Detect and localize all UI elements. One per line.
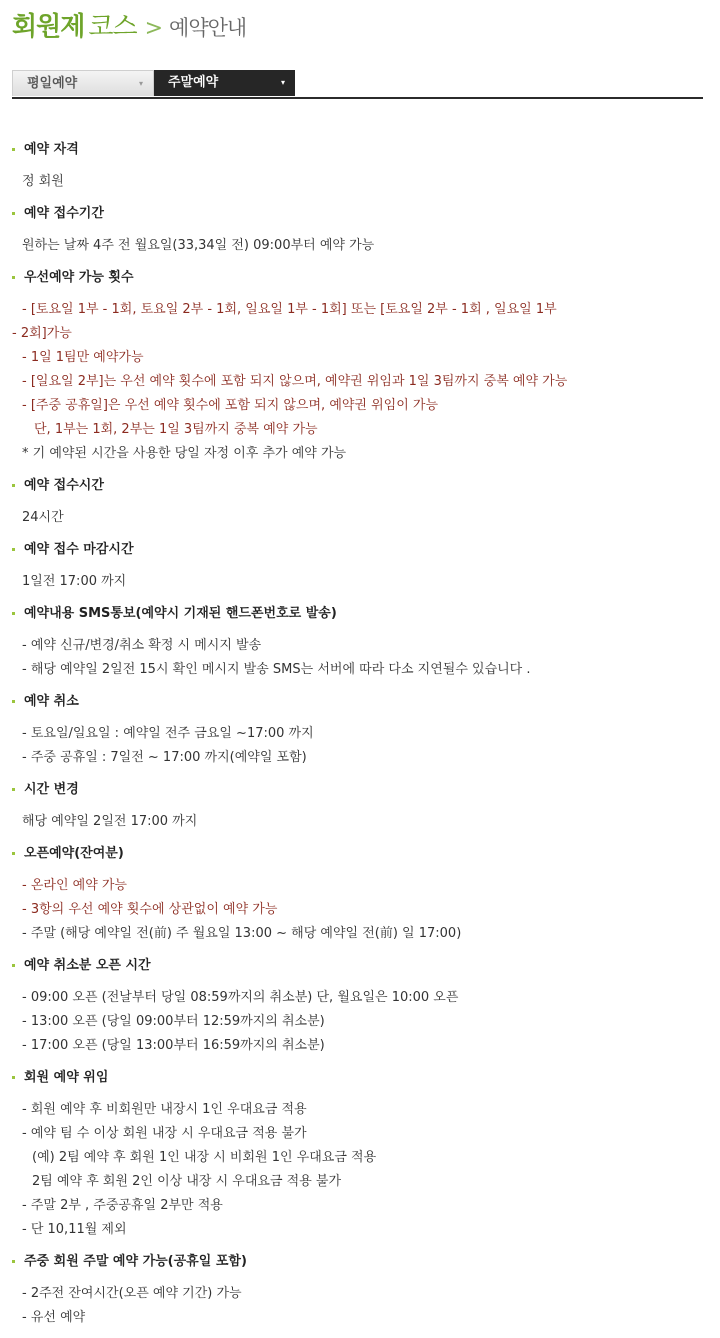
- section-heading-text: 회원 예약 위임: [24, 1070, 109, 1085]
- section-heading: [12, 1250, 708, 1274]
- bullet-icon: [12, 1076, 15, 1079]
- info-line: - 회원 예약 후 비회원만 내장시 1인 우대요금 적용: [22, 1102, 307, 1117]
- info-line: - 주말 (해당 예약일 전(前) 주 월요일 13:00 ~ 해당 예약일 전(前) 일 17:00): [22, 926, 462, 941]
- info-section: [12, 778, 708, 842]
- info-line: - 1일 1팀만 예약가능: [22, 350, 144, 365]
- dropdown-arrow-icon: ▾: [138, 79, 143, 88]
- info-line: - 3항의 우선 예약 횟수에 상관없이 예약 가능: [22, 902, 278, 917]
- info-section: [12, 602, 708, 690]
- reservation-info: [12, 138, 708, 1338]
- section-heading-text: 예약 취소분 오픈 시간: [24, 958, 151, 973]
- section-heading-text: 주중 회원 주말 예약 가능(공휴일 포함): [24, 1254, 247, 1269]
- info-line: - 유선 예약: [22, 1310, 86, 1325]
- tab-label: 평일예약: [27, 76, 78, 91]
- info-line: 해당 예약일 2일전 17:00 까지: [22, 814, 198, 829]
- info-section: [12, 690, 708, 778]
- tab-weekday-reservation[interactable]: [12, 70, 154, 96]
- section-heading-text: 예약 자격: [24, 142, 79, 157]
- section-heading: [12, 138, 708, 162]
- section-heading-text: 예약 접수 마감시간: [24, 542, 134, 557]
- info-line: * 기 예약된 시간을 사용한 당일 자정 이후 추가 예약 가능: [22, 446, 347, 461]
- info-section: [12, 842, 708, 954]
- bullet-icon: [12, 1260, 15, 1263]
- info-section: [12, 474, 708, 538]
- title-bold: 회원제: [12, 12, 85, 42]
- info-line: 원하는 날짜 4주 전 월요일(33,34일 전) 09:00부터 예약 가능: [22, 238, 375, 253]
- section-heading-text: 시간 변경: [24, 782, 79, 797]
- info-section: [12, 954, 708, 1066]
- info-line: 1일전 17:00 까지: [22, 574, 127, 589]
- section-heading: [12, 602, 708, 626]
- info-section: [12, 202, 708, 266]
- bullet-icon: [12, 548, 15, 551]
- info-line: - 예약 신규/변경/취소 확정 시 메시지 발송: [22, 638, 262, 653]
- tab-bar: [12, 70, 703, 99]
- section-heading: [12, 202, 708, 226]
- info-line: 2팀 예약 후 회원 2인 이상 내장 시 우대요금 적용 불가: [32, 1174, 342, 1189]
- info-line: - 2회]가능: [12, 326, 72, 341]
- section-heading-text: 예약 접수시간: [24, 478, 104, 493]
- tab-label: 주말예약: [168, 75, 219, 90]
- section-heading: [12, 266, 708, 290]
- bullet-icon: [12, 700, 15, 703]
- bullet-icon: [12, 788, 15, 791]
- page-subtitle: 예약안내: [169, 16, 247, 40]
- info-line: - 토요일/일요일 : 예약일 전주 금요일 ~17:00 까지: [22, 726, 314, 741]
- bullet-icon: [12, 852, 15, 855]
- bullet-icon: [12, 484, 15, 487]
- section-heading: [12, 778, 708, 802]
- page-title: [12, 6, 246, 46]
- info-line: - 09:00 오픈 (전날부터 당일 08:59까지의 취소분) 단, 월요일은 10:00 오픈: [22, 990, 459, 1005]
- section-heading: [12, 1066, 708, 1090]
- bullet-icon: [12, 276, 15, 279]
- bullet-icon: [12, 612, 15, 615]
- section-heading: [12, 954, 708, 978]
- info-section: [12, 138, 708, 202]
- info-line: - 17:00 오픈 (당일 13:00부터 16:59까지의 취소분): [22, 1038, 325, 1053]
- info-line: 단, 1부는 1회, 2부는 1일 3팀까지 중복 예약 가능: [34, 422, 318, 437]
- info-section: [12, 1066, 708, 1250]
- info-section: [12, 538, 708, 602]
- bullet-icon: [12, 964, 15, 967]
- info-section: [12, 1250, 708, 1338]
- tab-weekend-reservation[interactable]: [154, 70, 295, 96]
- bullet-icon: [12, 148, 15, 151]
- info-line: - 주중 공휴일 : 7일전 ~ 17:00 까지(예약일 포함): [22, 750, 307, 765]
- section-heading-text: 예약 취소: [24, 694, 79, 709]
- section-heading: [12, 690, 708, 714]
- info-line: - [토요일 1부 - 1회, 토요일 2부 - 1회, 일요일 1부 - 1회] 또는 [토요일 2부 - 1회 , 일요일 1부: [22, 302, 557, 317]
- title-light: 코스: [88, 12, 137, 42]
- info-line: - [주중 공휴일]은 우선 예약 횟수에 포함 되지 않으며, 예약권 위임이 가능: [22, 398, 439, 413]
- section-heading: [12, 474, 708, 498]
- bullet-icon: [12, 212, 15, 215]
- info-line: - 2주전 잔여시간(오픈 예약 기간) 가능: [22, 1286, 242, 1301]
- info-line: - 온라인 예약 가능: [22, 878, 127, 893]
- dropdown-arrow-icon: ▾: [280, 78, 285, 87]
- chevron-right-icon: >: [144, 16, 164, 41]
- info-section: [12, 266, 708, 474]
- section-heading: [12, 842, 708, 866]
- section-heading: [12, 538, 708, 562]
- info-line: - 주말 2부 , 주중공휴일 2부만 적용: [22, 1198, 223, 1213]
- info-line: - 단 10,11월 제외: [22, 1222, 127, 1237]
- info-line: - [일요일 2부]는 우선 예약 횟수에 포함 되지 않으며, 예약권 위임과 1일 3팀까지 중복 예약 가능: [22, 374, 568, 389]
- info-line: 24시간: [22, 510, 64, 525]
- section-heading-text: 우선예약 가능 횟수: [24, 270, 134, 285]
- info-line: 정 회원: [22, 174, 64, 189]
- section-heading-text: 예약 접수기간: [24, 206, 104, 221]
- section-heading-text: 예약내용 SMS통보(예약시 기재된 핸드폰번호로 발송): [24, 606, 337, 621]
- info-line: - 예약 팀 수 이상 회원 내장 시 우대요금 적용 불가: [22, 1126, 307, 1141]
- section-heading-text: 오픈예약(잔여분): [24, 846, 124, 861]
- info-line: - 13:00 오픈 (당일 09:00부터 12:59까지의 취소분): [22, 1014, 325, 1029]
- info-line: (예) 2팀 예약 후 회원 1인 내장 시 비회원 1인 우대요금 적용: [32, 1150, 377, 1165]
- info-line: - 해당 예약일 2일전 15시 확인 메시지 발송 SMS는 서버에 따라 다소 지연될수 있습니다 .: [22, 662, 531, 677]
